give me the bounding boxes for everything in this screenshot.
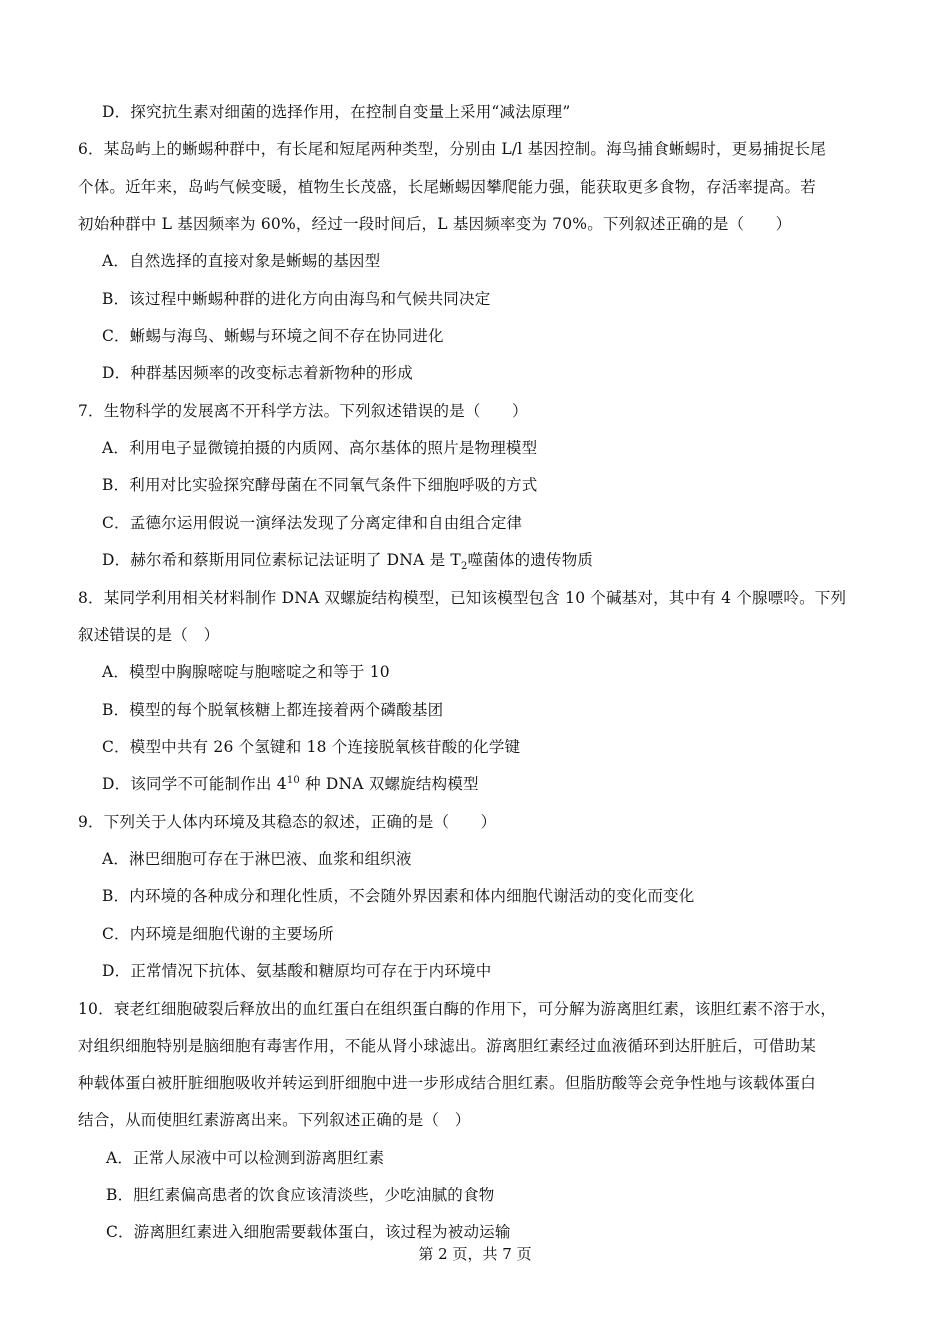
q10-option-c: C．游离胆红素进入细胞需要载体蛋白，该过程为被动运输 xyxy=(106,1223,511,1241)
q6-stem-line-1: 6．某岛屿上的蜥蜴种群中，有长尾和短尾两种类型，分别由 L/l 基因控制。海鸟捕食蜥蜴时，更易捕捉长尾 xyxy=(78,140,826,158)
q9-option-a: A．淋巴细胞可存在于淋巴液、血浆和组织液 xyxy=(102,850,412,868)
q9-option-d: D．正常情况下抗体、氨基酸和糖原均可存在于内环境中 xyxy=(102,962,492,980)
q6-stem-line-2: 个体。近年来，岛屿气候变暖，植物生长茂盛，长尾蜥蜴因攀爬能力强，能获取更多食物，存活率提高。若 xyxy=(78,178,816,196)
q10-stem-line-2: 对组织细胞特别是脑细胞有毒害作用，不能从肾小球滤出。游离胆红素经过血液循环到达肝脏后，可借助某 xyxy=(78,1037,816,1055)
q8-option-d xyxy=(102,774,479,794)
q7-option-c: C．孟德尔运用假说一演绎法发现了分离定律和自由组合定律 xyxy=(102,514,523,532)
q8-option-d-text: D．该同学不可能制作出 4 xyxy=(102,775,287,793)
q7-option-d-text-end: 噬菌体的遗传物质 xyxy=(467,551,594,569)
q8-stem-line-1: 8．某同学利用相关材料制作 DNA 双螺旋结构模型，已知该模型包含 10 个碱基对，其中有 4 个腺嘌呤。下列 xyxy=(78,589,847,607)
q8-option-b: B．模型的每个脱氧核糖上都连接着两个磷酸基团 xyxy=(102,701,444,719)
q10-option-b: B．胆红素偏高患者的饮食应该清淡些，少吃油腻的食物 xyxy=(106,1186,495,1204)
q8-option-c: C．模型中共有 26 个氢键和 18 个连接脱氧核苷酸的化学键 xyxy=(102,738,521,756)
q9-stem: 9．下列关于人体内环境及其稳态的叙述，正确的是（ ） xyxy=(78,813,497,831)
q10-stem-line-4: 结合，从而使胆红素游离出来。下列叙述正确的是（ ） xyxy=(78,1111,471,1129)
q7-option-d-subscript: 2 xyxy=(460,561,468,573)
q8-option-d-text-end: 种 DNA 双螺旋结构模型 xyxy=(299,775,479,793)
q8-option-d-superscript: 10 xyxy=(286,774,300,786)
q7-option-a: A．利用电子显微镜拍摄的内质网、高尔基体的照片是物理模型 xyxy=(102,439,538,457)
q9-option-b: B．内环境的各种成分和理化性质，不会随外界因素和体内细胞代谢活动的变化而变化 xyxy=(102,887,695,905)
q5-option-d: D．探究抗生素对细菌的选择作用，在控制自变量上采用“减法原理” xyxy=(102,103,571,121)
q6-option-a: A．自然选择的直接对象是蜥蜴的基因型 xyxy=(102,252,381,270)
q6-option-c: C．蜥蜴与海鸟、蜥蜴与环境之间不存在协同进化 xyxy=(102,327,444,345)
q8-option-a: A．模型中胸腺嘧啶与胞嘧啶之和等于 10 xyxy=(102,663,390,681)
q6-stem-line-3: 初始种群中 L 基因频率为 60%，经过一段时间后，L 基因频率变为 70%。下列叙述正确的是（ ） xyxy=(78,215,792,233)
q10-stem-line-1: 10．衰老红细胞破裂后释放出的血红蛋白在组织蛋白酶的作用下，可分解为游离胆红素，该胆红素不溶于水， xyxy=(78,1000,837,1018)
q7-option-b: B．利用对比实验探究酵母菌在不同氧气条件下细胞呼吸的方式 xyxy=(102,476,538,494)
q6-option-b: B．该过程中蜥蜴种群的进化方向由海鸟和气候共同决定 xyxy=(102,290,491,308)
q10-option-a: A．正常人尿液中可以检测到游离胆红素 xyxy=(106,1149,385,1167)
q7-stem: 7．生物科学的发展离不开科学方法。下列叙述错误的是（ ） xyxy=(78,402,528,420)
q7-option-d-text: D．赫尔希和蔡斯用同位素标记法证明了 DNA 是 T xyxy=(102,551,461,569)
q6-option-d: D．种群基因频率的改变标志着新物种的形成 xyxy=(102,364,413,382)
page-number: 第 2 页，共 7 页 xyxy=(418,1245,532,1263)
q10-stem-line-3: 种载体蛋白被肝脏细胞吸收并转运到肝细胞中进一步形成结合胆红素。但脂肪酸等会竞争性地与该载体蛋白 xyxy=(78,1074,816,1092)
q8-stem-line-2: 叙述错误的是（ ） xyxy=(78,626,220,644)
q9-option-c: C．内环境是细胞代谢的主要场所 xyxy=(102,925,334,943)
q7-option-d xyxy=(102,550,594,573)
